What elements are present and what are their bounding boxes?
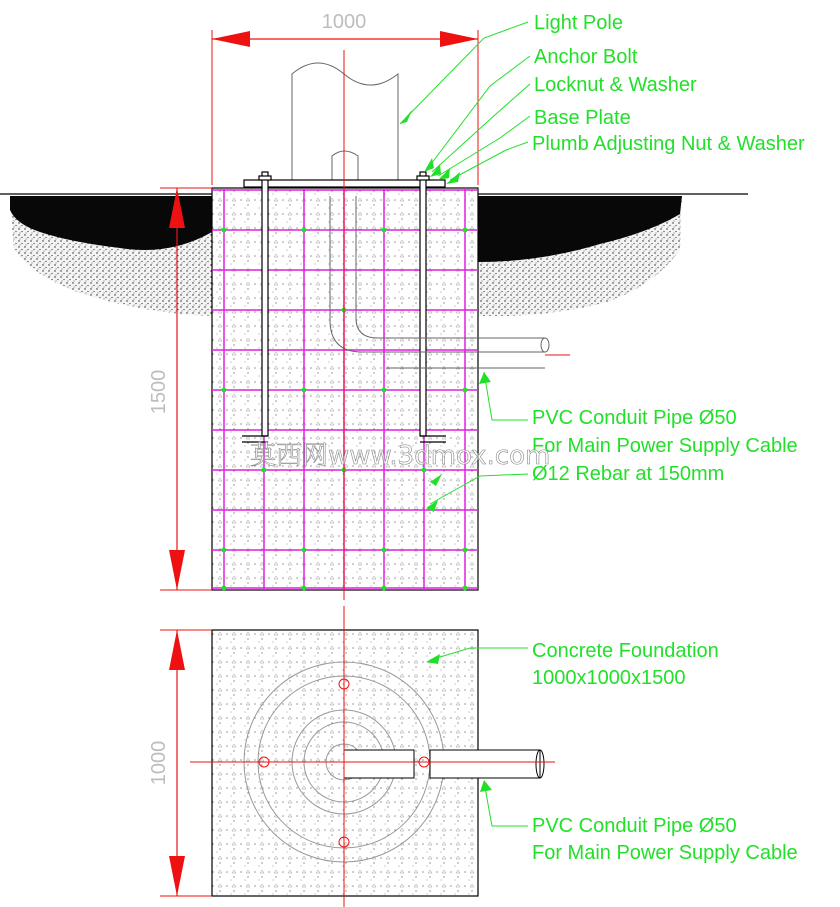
dim-depth-label: 1500 [148, 369, 170, 415]
label-pvc-pipe-2: PVC Conduit Pipe Ø50 [532, 815, 737, 837]
label-foundation-size: 1000x1000x1500 [532, 667, 686, 689]
dim-top-label: 1000 [321, 11, 367, 33]
label-light-pole: Light Pole [534, 12, 623, 34]
label-main-cable-1: For Main Power Supply Cable [532, 435, 798, 457]
label-locknut-washer: Locknut & Washer [534, 74, 697, 96]
section-foundation [212, 188, 478, 590]
label-concrete-foundation: Concrete Foundation [532, 640, 719, 662]
label-main-cable-2: For Main Power Supply Cable [532, 842, 798, 864]
label-rebar: Ø12 Rebar at 150mm [532, 463, 725, 485]
label-plumb-nut: Plumb Adjusting Nut & Washer [532, 133, 805, 155]
label-anchor-bolt: Anchor Bolt [534, 46, 638, 68]
dim-plan-label: 1000 [148, 740, 170, 786]
label-pvc-pipe-1: PVC Conduit Pipe Ø50 [532, 407, 737, 429]
watermark: 莫西网www.3dmox.com [250, 441, 551, 471]
plan-conduit [344, 750, 544, 778]
label-base-plate: Base Plate [534, 107, 631, 129]
